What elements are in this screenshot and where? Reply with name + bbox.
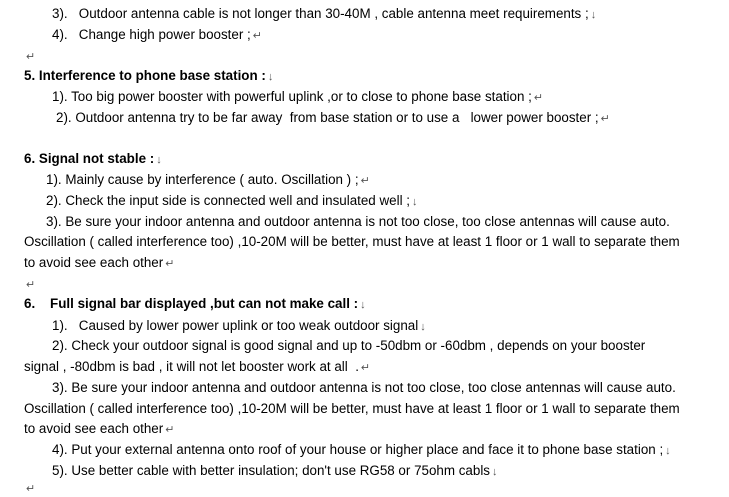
full-signal-item-3-line-3: to avoid see each other ↵ bbox=[24, 421, 175, 436]
blank-line bbox=[24, 48, 35, 65]
heading-full-signal: 6. Full signal bar displayed ,but can not make call : ↓ bbox=[24, 296, 366, 311]
item-3-cable: 3). Outdoor antenna cable is not longer than 30-40M , cable antenna meet requirements ; ↓ bbox=[52, 6, 597, 21]
line-break-mark: ↓ bbox=[360, 299, 366, 311]
stable-item-1: 1). Mainly cause by interference ( auto. Oscillation ) ; ↵ bbox=[46, 172, 370, 187]
blank-line bbox=[24, 276, 35, 293]
stable-item-3-line-3: to avoid see each other ↵ bbox=[24, 255, 175, 270]
line-break-mark: ↓ bbox=[492, 466, 498, 478]
paragraph-mark: ↵ bbox=[165, 258, 175, 270]
blank-line bbox=[24, 480, 35, 497]
line-break-mark: ↓ bbox=[590, 9, 597, 21]
heading-interference: 5. Interference to phone base station : ↓ bbox=[24, 68, 274, 83]
item-4-booster: 4). Change high power booster ; ↵ bbox=[52, 27, 262, 42]
line-break-mark: ↓ bbox=[665, 445, 671, 457]
paragraph-mark: ↵ bbox=[252, 30, 262, 42]
paragraph-mark: ↵ bbox=[360, 175, 370, 187]
paragraph-mark: ↵ bbox=[26, 51, 36, 63]
line-break-mark: ↓ bbox=[412, 196, 418, 208]
interference-item-2: 2). Outdoor antenna try to be far away from base station or to use a lower power booster ; ↵ bbox=[56, 110, 610, 125]
interference-item-1: 1). Too big power booster with powerful uplink ,or to close to phone base station ; ↵ bbox=[52, 89, 544, 104]
full-signal-item-2-line-2: signal , -80dbm is bad , it will not let booster work at all . ↵ bbox=[24, 359, 371, 374]
stable-item-3-line-2: Oscillation ( called interference too) ,10-20M will be better, must have at least 1 floor or 1 wall to separate them bbox=[24, 234, 680, 249]
paragraph-mark: ↵ bbox=[165, 424, 175, 436]
paragraph-mark: ↵ bbox=[600, 113, 610, 125]
stable-item-3-line-1: 3). Be sure your indoor antenna and outdoor antenna is not too close, too close antennas will cause auto. bbox=[46, 214, 670, 229]
paragraph-mark: ↵ bbox=[533, 92, 544, 104]
full-signal-item-5: 5). Use better cable with better insulation; don't use RG58 or 75ohm cabls ↓ bbox=[52, 463, 498, 478]
line-break-mark: ↓ bbox=[420, 321, 426, 333]
full-signal-item-3-line-2: Oscillation ( called interference too) ,10-20M will be better, must have at least 1 floor or 1 wall to separate them bbox=[24, 401, 680, 416]
stable-item-2: 2). Check the input side is connected well and insulated well ; ↓ bbox=[46, 193, 418, 208]
paragraph-mark: ↵ bbox=[360, 362, 371, 374]
paragraph-mark: ↵ bbox=[26, 483, 36, 495]
line-break-mark: ↓ bbox=[267, 71, 274, 83]
line-break-mark: ↓ bbox=[156, 154, 162, 166]
paragraph-mark: ↵ bbox=[26, 279, 36, 291]
full-signal-item-4: 4). Put your external antenna onto roof of your house or higher place and face it to phone base station ; ↓ bbox=[52, 442, 671, 457]
heading-signal-not-stable: 6. Signal not stable : ↓ bbox=[24, 151, 162, 166]
full-signal-item-1: 1). Caused by lower power uplink or too weak outdoor signal ↓ bbox=[52, 318, 426, 333]
full-signal-item-3-line-1: 3). Be sure your indoor antenna and outdoor antenna is not too close, too close antennas will cause auto. bbox=[52, 380, 676, 395]
full-signal-item-2-line-1: 2). Check your outdoor signal is good signal and up to -50dbm or -60dbm , depends on your booster bbox=[52, 338, 646, 353]
